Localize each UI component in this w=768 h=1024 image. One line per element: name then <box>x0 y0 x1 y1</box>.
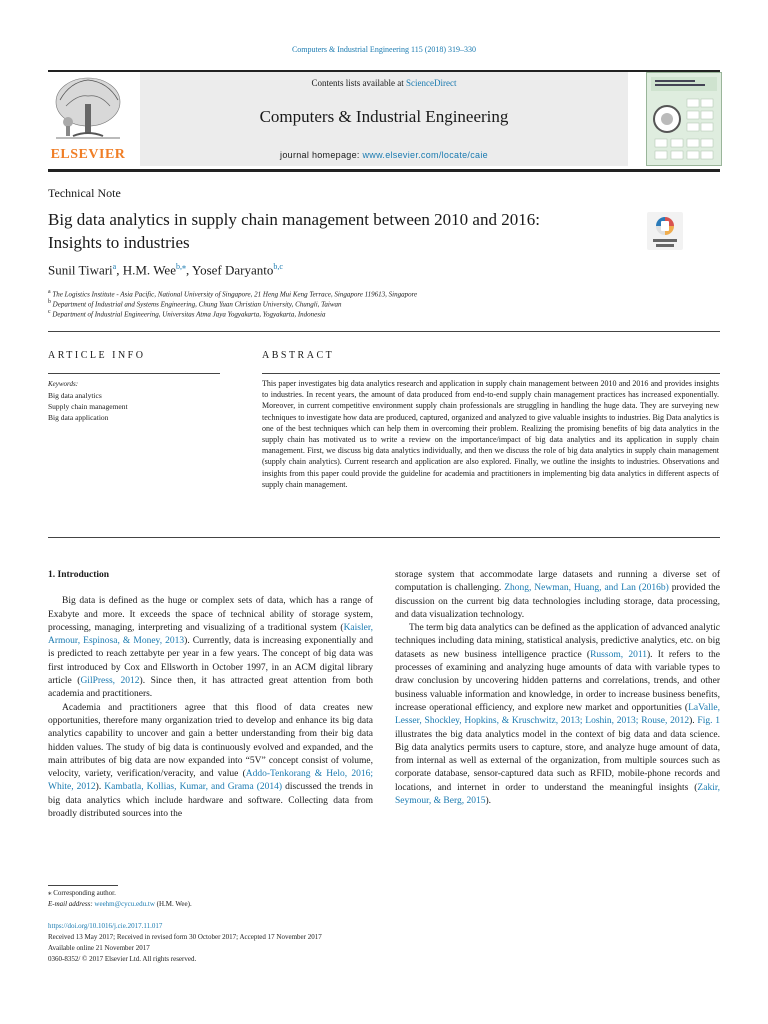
text: discussed the trends in big data analytics which include hardware and software. Collecting data from broadly distributed sources into the <box>48 782 373 820</box>
journal-title: Computers & Industrial Engineering <box>259 107 509 126</box>
article-type: Technical Note <box>48 186 121 200</box>
text: ). <box>689 716 698 727</box>
corresponding-author-note: ⁎ Corresponding author. <box>48 889 116 897</box>
author-sup[interactable]: a <box>112 262 117 271</box>
email-link[interactable]: weehm@cycu.edu.tw <box>94 900 155 908</box>
abstract-text: This paper investigates big data analytics research and application in supply chain management between 2010 and 2016 and provides insights to industries. In recent years, the amount of data produced from end-to-end supply chain management practices has increased exponentially. Moreover, in current competitive environment supply chain professionals are struggling in handling the huge data. They are surveying new techniques to investigate how data are produced, captured, organized and analyzed to give valuable insights to industries. Big Data analytics is one of the best techniques which can help them in overcoming their problem. Realizing the promising benefits of big data analytics in the supply chain has motivated us to write a review on the importance/impact of big data analytics and its application in supply chain management. First, we discuss big data analytics individually, and then we discuss the role of big data analytics in supply chain management (supply chain analytics). Current research and application are also explored. Finally, we outline the insights to industries. Observations and insights from this paper could provide the guideline for academia and practitioners in implementing big data analytics in different aspects of supply chain management. <box>262 379 719 489</box>
citation-link[interactable]: Russom, 2011 <box>590 649 647 660</box>
abstract-heading: ABSTRACT <box>262 350 335 361</box>
affiliation-text: Department of Industrial and Systems Engineering, Chung Yuan Christian University, Chungli, Taiwan <box>52 300 342 309</box>
journal-cover-thumbnail[interactable] <box>646 72 722 166</box>
divider <box>48 537 720 538</box>
copyright: 0360-8352/ © 2017 Elsevier Ltd. All rights reserved. <box>48 955 197 963</box>
sciencedirect-link[interactable]: ScienceDirect <box>406 78 457 88</box>
text: ). It refers to the processes of examining and analyzing huge amounts of data with variable types to draw conclusion by uncovering hidden patterns and correlations, trends, and other business valuable information and knowledge, in order to increase business benefits, increase operational efficiency, and explore new market and opportunities ( <box>395 649 720 713</box>
article-info-divider <box>48 373 220 374</box>
header-rule <box>48 169 720 172</box>
keyword: Big data application <box>48 413 109 422</box>
text: illustrates the big data analytics model in the context of big data and data science. Big data analytics permits users to capture, store, and analyze huge amount of data, from internal as well as external of the organization, from multiple sources such as corporate database, sensor-captured data such as RFID, mobile-phone records and locations, and internet in order to understand the meaningful insights ( <box>395 729 720 793</box>
affiliation-sup: a <box>48 289 51 295</box>
paragraph <box>395 622 720 808</box>
check-for-updates-icon[interactable] <box>647 212 683 250</box>
affiliation-b <box>48 299 342 308</box>
body-right-column <box>395 569 720 808</box>
text: ). <box>485 796 492 807</box>
text: The term big data analytics can be defined as the application of advanced analytic techniques including data mining, statistical analysis, predictive analytics, etc. on big datasets as new business intelligence practice ( <box>395 623 720 660</box>
divider <box>48 331 720 332</box>
journal-citation[interactable]: Computers & Industrial Engineering 115 (2018) 319–330 <box>291 45 477 54</box>
text: provided the discussion on the current big data technologies including storage, data processing, and data visualization technology. <box>395 583 720 620</box>
citation-link[interactable]: LaValle, Lesser, Shockley, Hopkins, & Kruschwitz, 2013; Loshin, 2013; Rouse, 2012 <box>395 702 720 727</box>
title-line-2: Insights to industries <box>48 233 190 252</box>
citation-link[interactable]: Kambatla, Kollias, Kumar, and Grama (2014) <box>104 782 283 793</box>
paragraph <box>395 569 720 622</box>
article-info-heading: ARTICLE INFO <box>48 350 146 361</box>
text: ). <box>95 782 105 793</box>
affiliation-text: The Logistics Institute - Asia Pacific, National University of Singapore, 21 Heng Mui Keng Terrace, Singapore 119613, Singapore <box>52 290 418 299</box>
affiliation-sup: b <box>48 299 51 305</box>
author-sup[interactable]: b,c <box>273 262 283 271</box>
journal-homepage <box>140 150 628 160</box>
affiliation-c <box>48 309 325 318</box>
text: ). Currently, data is increasing exponentially and is predicted to reach zettabyte per year in a few years. The concept of big data was first introduced by Cox and Ellsworth in October 1997, in an ACM digital library article ( <box>48 636 373 687</box>
available-online: Available online 21 November 2017 <box>48 944 150 952</box>
body-left-column <box>48 569 373 821</box>
author-sup[interactable]: b,⁎ <box>175 262 186 271</box>
received-dates: Received 13 May 2017; Received in revised form 30 October 2017; Accepted 17 November 2017 <box>48 933 322 941</box>
author-name[interactable]: Sunil Tiwari <box>48 262 113 278</box>
figure-link[interactable]: Fig. 1 <box>697 716 720 727</box>
title-line-1: Big data analytics in supply chain management between 2010 and 2016: <box>48 210 540 229</box>
article-title <box>48 208 628 254</box>
paragraph <box>48 595 373 701</box>
email-label: E-mail address: <box>48 900 95 908</box>
email-note <box>48 900 192 908</box>
citation-link[interactable]: GilPress, 2012 <box>80 676 140 687</box>
homepage-link[interactable]: www.elsevier.com/locate/caie <box>362 150 488 160</box>
citation-link[interactable]: Zakir, Seymour, & Berg, 2015 <box>395 782 720 807</box>
section-heading: 1. Introduction <box>48 570 110 580</box>
homepage-prefix: journal homepage: <box>280 150 363 160</box>
doi-link[interactable]: https://doi.org/10.1016/j.cie.2017.11.017 <box>48 922 163 930</box>
affiliation-text: Department of Industrial Engineering, Universitas Atma Jaya Yogyakarta, Yogyakarta, Indonesia <box>52 310 326 319</box>
text: Big data is defined as the huge or complex sets of data, which has a range of Exabyte and more. It exceeds the space of technical ability of storage system, processing, managing, interpreting and visualizing of a traditional system ( <box>48 596 373 633</box>
authors <box>48 262 283 278</box>
citation-link[interactable]: Zhong, Newman, Huang, and Lan (2016b) <box>504 583 669 594</box>
keyword: Supply chain management <box>48 402 128 411</box>
keywords-label: Keywords: <box>48 380 79 388</box>
author-name[interactable]: , Yosef Daryanto <box>185 262 274 278</box>
text: ). Since then, it has attracted great attention from both academia and practitioners. <box>48 676 373 700</box>
keyword: Big data analytics <box>48 391 102 400</box>
abstract-divider <box>262 373 720 374</box>
affiliation-a <box>48 289 417 298</box>
author-name[interactable]: , H.M. Wee <box>116 262 176 278</box>
text: storage system that accommodate large datasets and running a diverse set of computation is challenging. <box>395 570 720 594</box>
paragraph <box>48 702 373 822</box>
citation-link[interactable]: Kaisler, Armour, Espinosa, & Money, 2013 <box>48 622 373 647</box>
contents-lists <box>140 78 628 88</box>
affiliation-sup: c <box>48 309 51 315</box>
footnote-divider <box>48 885 118 886</box>
text: Academia and practitioners agree that this flood of data creates new opportunities, therefore many organization tried to develop and enhance its big data analytics capability to uncover and gain a better understanding from their big data hidden values. The study of big data is continuously evolved and expanded, and the main attributes of big data are now expanded into “5V” concept consist of volume, velocity, variety, verification/veracity, and value ( <box>48 702 373 780</box>
elsevier-wordmark: ELSEVIER <box>50 147 126 162</box>
citation-link[interactable]: Addo-Tenkorang & Helo, 2016; White, 2012 <box>48 769 373 793</box>
contents-prefix: Contents lists available at <box>311 78 406 88</box>
email-suffix: (H.M. Wee). <box>154 900 192 908</box>
